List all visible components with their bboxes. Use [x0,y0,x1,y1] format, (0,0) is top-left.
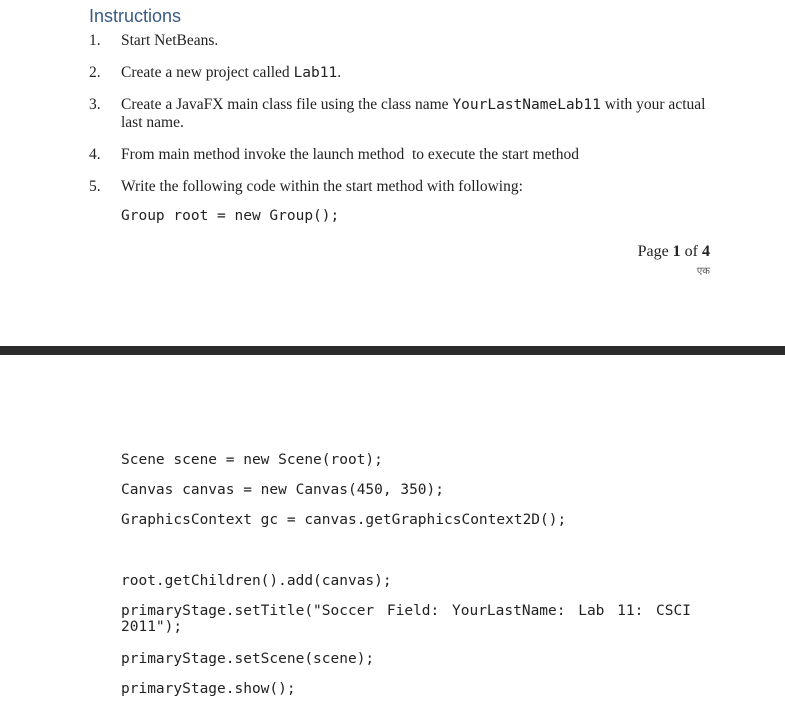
code-line: GraphicsContext gc = canvas.getGraphicsContext2D(); [121,512,567,528]
inline-code: Lab11 [293,65,338,81]
step-text: Write the following code within the start method with following: [121,178,523,195]
code-line: Canvas canvas = new Canvas(450, 350); [121,482,445,498]
instruction-step-4 [89,146,709,164]
instruction-step-3 [89,96,709,132]
step-text: From main method invoke the launch method to execute the start method [121,146,579,163]
code-line: primaryStage.show(); [121,681,296,697]
page-number [638,243,710,261]
step-text-part: Create a new project called [121,64,294,81]
document-page-1 [0,0,785,346]
step-text-part: Create a JavaFX main class file using the class name [121,96,453,113]
instruction-step-5 [89,178,709,196]
step-number: 4. [89,146,101,163]
code-line: Group root = new Group(); [121,208,340,224]
code-line: root.getChildren().add(canvas); [121,573,392,589]
page-number-current: 1 [672,243,681,260]
page-number-prefix: Page [637,243,673,260]
section-heading: Instructions [89,6,182,26]
step-text [121,96,709,132]
step-text [121,64,709,82]
step-text-part: with your actual last name. [121,96,706,131]
step-number: 2. [89,64,101,81]
instruction-step-1 [89,32,709,50]
step-number: 5. [89,178,101,195]
instruction-step-2 [89,64,709,82]
page-divider [0,346,785,355]
step-number: 1. [89,32,101,49]
step-text: Start NetBeans. [121,32,219,49]
code-line: primaryStage.setTitle("Soccer Field: YourLastName: Lab 11: CSCI 2011"); [121,603,691,635]
page-number-total: 4 [702,243,710,260]
page-number-alt-script: एक [696,266,710,277]
code-line: primaryStage.setScene(scene); [121,651,375,667]
step-number: 3. [89,96,101,113]
inline-code: YourLastNameLab11 [452,97,601,113]
page-number-of: of [680,243,702,260]
code-line: Scene scene = new Scene(root); [121,452,383,468]
step-text-part: . [337,64,342,81]
